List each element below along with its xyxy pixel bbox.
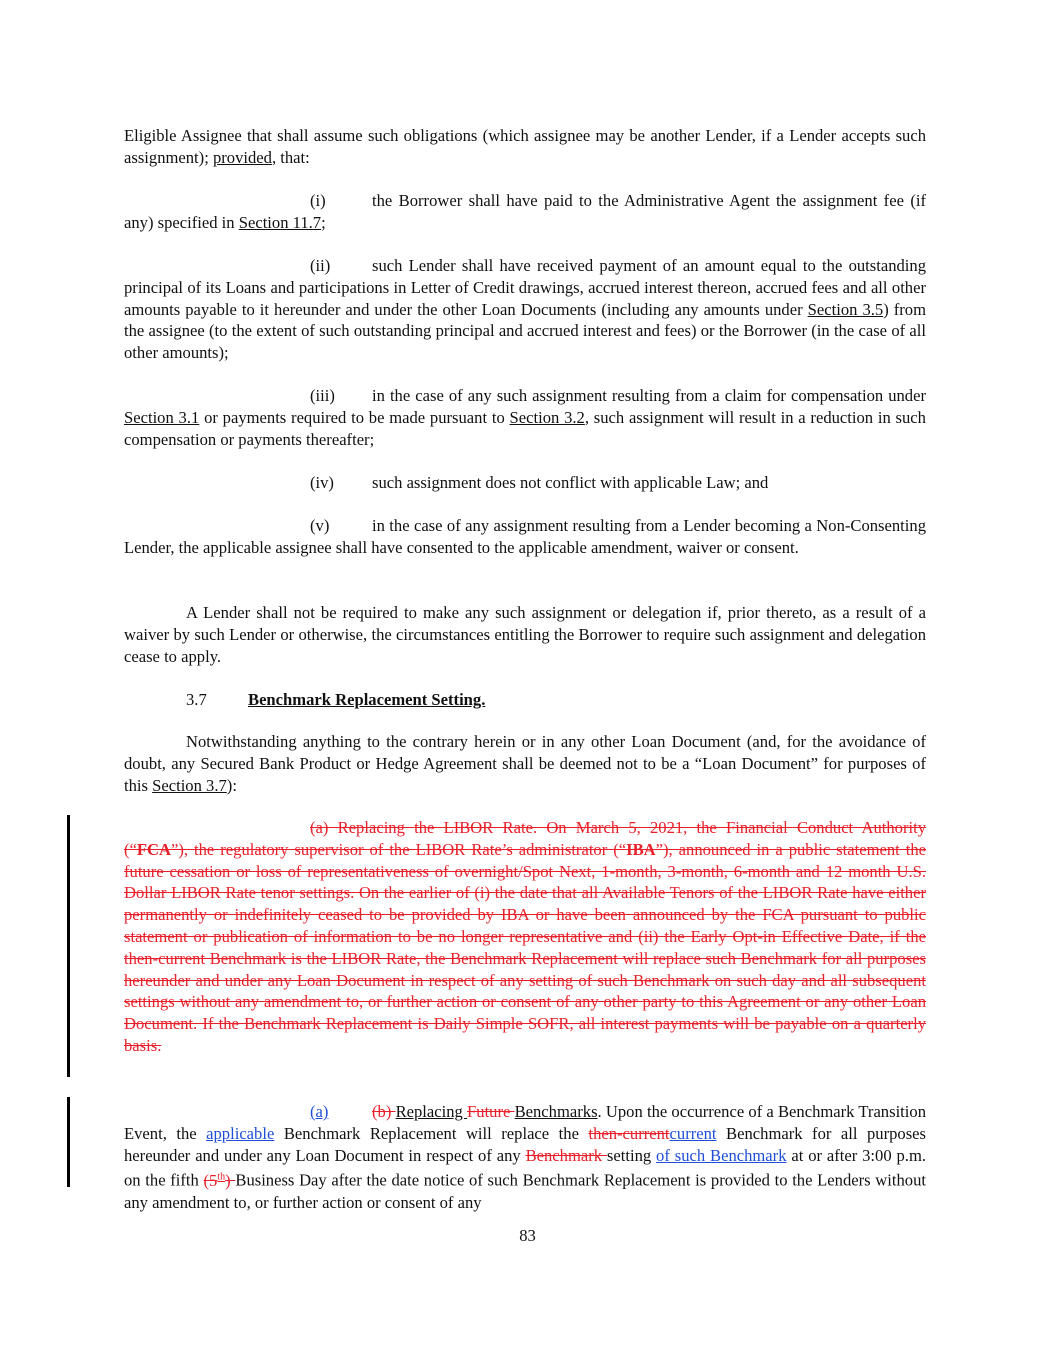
clause-number: (v) (310, 516, 330, 535)
inserted-word: applicable (206, 1123, 275, 1143)
provided-term: provided (212, 147, 272, 167)
section-reference: Section 3.1 (124, 407, 200, 427)
section-title: Benchmark Replacement Setting. (248, 690, 486, 709)
deleted-word: Benchmark (525, 1145, 607, 1165)
clause-ii: (ii) such Lender shall have received payment of an amount equal to the outstanding principal of its Loans and participations in Letter of Credit drawings, accrued interest thereon, accrued fees and all other amounts payable to it hereunder and under the other Loan Documents (including any amounts under Section 3.5) from the assignee (to the extent of such outstanding principal and accrued interest and fees) or the Borrower (in the case of all other amounts); (124, 256, 926, 363)
paragraph-notwithstanding: Notwithstanding anything to the contrary herein or in any other Loan Document (and, for the avoidance of doubt, any Secured Bank Product or Hedge Agreement shall be deemed not to be a “Loan Document” for purposes of this Section 3.7): (124, 732, 926, 795)
deleted-clause-replacing-libor: (a) Replacing the LIBOR Rate. On March 5, 2021, the Financial Conduct Authority (“FCA”), the regulatory supervisor of the LIBOR Rate’s administrator (“IBA”), announced in a public statement the future cessation or loss of representativeness of overnight/Spot Next, 1-month, 3-month, 6-month and 12 month U.S. Dollar LIBOR Rate tenor settings. On the earlier of (i) the date that all Available Tenors of the LIBOR Rate have either permanently or indefinitely ceased to be provided by IBA or have been announced by the FCA pursuant to public statement or publication of information to be no longer representative and (ii) the Early Opt-in Effective Date, if the then-current Benchmark is the LIBOR Rate, the Benchmark Replacement will replace such Benchmark for all purposes hereunder and under any Loan Document in respect of any setting of such Benchmark on such day and all subsequent settings without any amendment to, or further action or consent of any other party to this Agreement or any other Loan Document. If the Benchmark Replacement is Daily Simple SOFR, all interest payments will be payable on a quarterly basis. (124, 818, 926, 1055)
section-number: 3.7 (186, 690, 207, 709)
iba-term: IBA (626, 839, 656, 859)
inserted-phrase: of such Benchmark (656, 1145, 787, 1165)
inserted-word: current (669, 1123, 717, 1143)
clause-number: (i) (310, 191, 326, 210)
clause-number: (iii) (310, 386, 335, 405)
deleted-word: then-current (588, 1123, 670, 1143)
page-number: 83 (519, 1226, 536, 1245)
clause-iii: (iii) in the case of any such assignment resulting from a claim for compensation under Section 3.1 or payments required to be made pursuant to Section 3.2, such assignment will result in a reduction in such compensation or payments thereafter; (124, 386, 926, 449)
clause-iv: (iv) such assignment does not conflict with applicable Law; and (310, 473, 769, 492)
paragraph-lender-not-required: A Lender shall not be required to make any such assignment or delegation if, prior thereto, as a result of a waiver by such Lender or otherwise, the circumstances entitling the Borrower to require such assignment and delegation cease to apply. (124, 603, 926, 666)
paragraph-eligible-assignee: Eligible Assignee that shall assume such obligations (which assignee may be another Lender, if a Lender accepts such assignment); provided, that: (124, 126, 926, 167)
inserted-clause-label: (a) (310, 1102, 329, 1121)
section-reference: Section 3.5 (807, 299, 884, 319)
deleted-clause-label: (b) (372, 1102, 396, 1121)
clause-number: (iv) (310, 473, 334, 492)
clause-number: (ii) (310, 256, 331, 275)
change-bar (67, 1097, 70, 1187)
change-bar (67, 815, 70, 1077)
clause-replacing-benchmarks: (a) (b) Replacing Future Benchmarks. Upon the occurrence of a Benchmark Transition Event, the applicable Benchmark Replacement will replace the then-currentcurrent Benchmark for all purposes hereunder and under any Loan Document in respect of any Benchmark setting of such Benchmark at or after 3:00 p.m. on the fifth (5th) Business Day after the date notice of such Benchmark Replacement is provided to the Lenders without any amendment to, or further action or consent of any (124, 1102, 927, 1212)
fca-term: FCA (136, 839, 172, 859)
deleted-ordinal: (5th) (203, 1170, 236, 1190)
section-reference: Section 11.7 (238, 212, 322, 232)
clause-v: (v) in the case of any assignment resulting from a Lender becoming a Non-Consenting Lender, the applicable assignee shall have consented to the applicable amendment, waiver or consent. (124, 516, 926, 557)
clause-i: (i) the Borrower shall have paid to the Administrative Agent the assignment fee (if any) specified in Section 11.7; (124, 191, 926, 232)
section-reference: Section 3.7 (152, 775, 227, 795)
section-reference: Section 3.2 (509, 407, 585, 427)
section-heading (186, 689, 485, 711)
deleted-word: Future (467, 1102, 515, 1121)
